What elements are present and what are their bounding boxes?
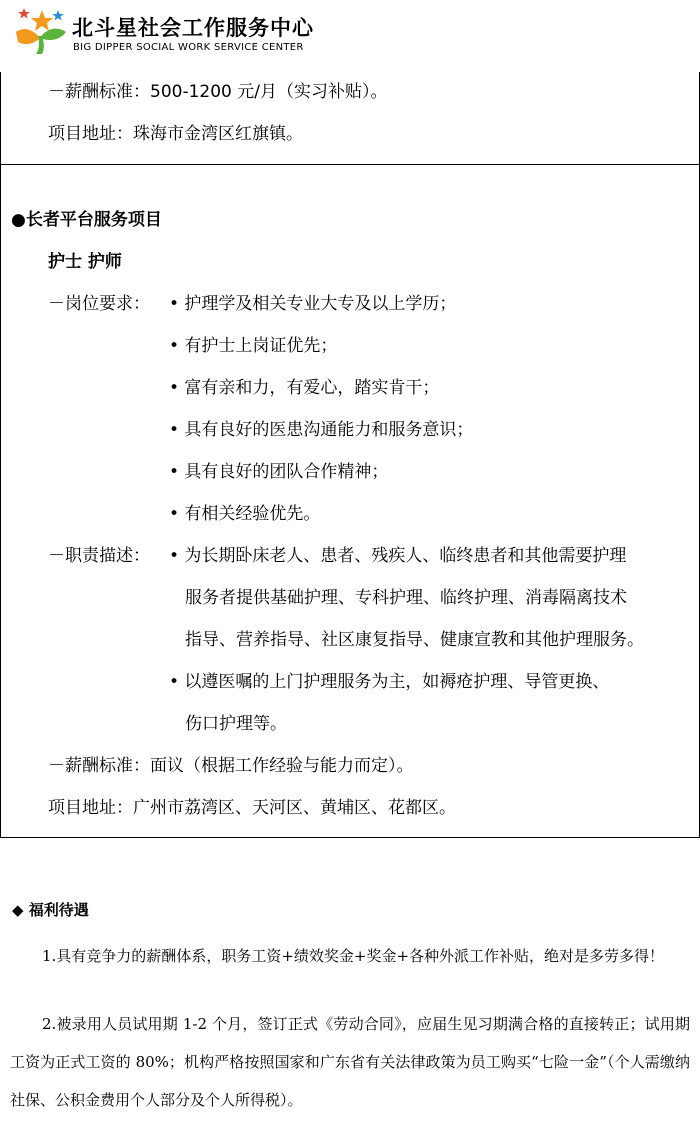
requirement-item: • 具有良好的团队合作精神； [169, 462, 389, 482]
project-title: ●长者平台服务项目 [11, 210, 162, 230]
duty-line: • 以遵医嘱的上门护理服务为主，如褥疮护理、导管更换、 [169, 672, 610, 692]
previous-address: 项目地址：珠海市金湾区红旗镇。 [48, 124, 303, 144]
page-header [0, 0, 700, 70]
requirement-item: • 有相关经验优先。 [169, 504, 321, 524]
duty-line: 伤口护理等。 [185, 714, 287, 734]
benefit-item: 2.被录用人员试用期 1-2 个月，签订正式《劳动合同》，应届生见习期满合格的直接转正；试用期工资为正式工资的 80%；机构严格按照国家和广东省有关法律政策为员工购买“七险一金”（个人需缴纳社保、公积金费用个人部分及个人所得税）。 [10, 1015, 690, 1109]
previous-project-box [0, 72, 700, 165]
position-title: 护士 护师 [48, 252, 122, 272]
org-name-en: BIG DIPPER SOCIAL WORK SERVICE CENTER [73, 42, 304, 53]
logo-icon [12, 6, 68, 56]
requirement-item: • 具有良好的医患沟通能力和服务意识； [169, 420, 474, 440]
requirement-item: • 护理学及相关专业大专及以上学历； [169, 294, 457, 314]
elder-salary: －薪酬标准：面议（根据工作经验与能力而定）。 [48, 756, 414, 776]
requirement-item: • 有护士上岗证优先； [169, 336, 338, 356]
requirements-label: －岗位要求： [48, 294, 150, 314]
duty-line: • 为长期卧床老人、患者、残疾人、临终患者和其他需要护理 [169, 546, 627, 566]
duty-line: 服务者提供基础护理、专科护理、临终护理、消毒隔离技术 [185, 588, 627, 608]
elder-project-box [0, 164, 700, 838]
org-name: 北斗星社会工作服务中心 [72, 16, 314, 40]
requirement-item: • 富有亲和力，有爱心，踏实肯干； [169, 378, 440, 398]
benefit-item: 1.具有竞争力的薪酬体系，职务工资+绩效奖金+奖金+各种外派工作补贴，绝对是多劳多得！ [42, 947, 665, 965]
elder-address: 项目地址：广州市荔湾区、天河区、黄埔区、花都区。 [48, 798, 456, 818]
duty-line: 指导、营养指导、社区康复指导、健康宣教和其他护理服务。 [185, 630, 644, 650]
previous-salary: －薪酬标准：500-1200 元/月（实习补贴）。 [48, 82, 388, 102]
duties-label: －职责描述： [48, 546, 150, 566]
benefits-heading: ◆ 福利待遇 [12, 901, 89, 919]
